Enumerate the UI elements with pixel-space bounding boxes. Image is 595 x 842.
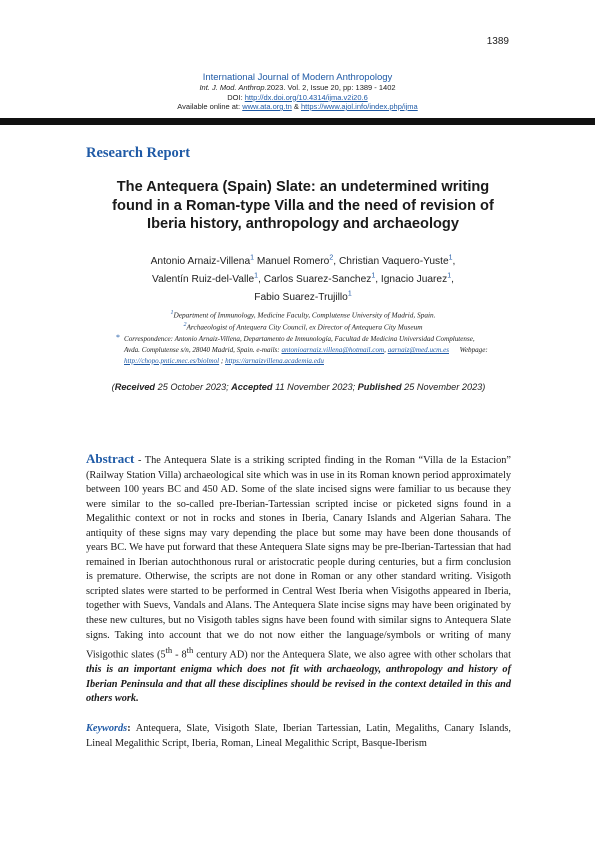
doi-link[interactable]: http://dx.doi.org/10.4314/ijma.v2i20.6 (244, 92, 368, 102)
affiliation-sup: 2 (183, 322, 187, 329)
author (264, 274, 381, 285)
author (257, 256, 339, 267)
abstract-mid: - 8 (172, 649, 187, 661)
affiliation (96, 308, 510, 320)
affiliation (96, 320, 510, 332)
web-sep: ; (219, 357, 226, 365)
received-label: Received (114, 382, 156, 392)
author (152, 274, 264, 285)
journal-citation (0, 83, 595, 93)
received-date: 25 October 2023 (157, 382, 227, 392)
web-link-2[interactable]: https://arnaizvillena.academia.edu (225, 357, 324, 365)
author-sup: 1 (371, 272, 376, 280)
online-link-ata[interactable]: www.ata.org.tn (242, 102, 292, 111)
web-link-1[interactable]: http://chopo.pntic.mec.es/biolmol (124, 357, 220, 365)
abstract-text: The Antequera Slate is a striking scripted finding in the Roman “Villa de la Estacion” (Railway Station Villa) archaeological site which was in use in its Roman known period approximately between 100 years BC and 450 AD. Some of the slate incised signs were familiar to us because they were similar to the so-called pre-Iberian-Tartessian scripted incise or picketed signs found in a Megalithic context or not in rocks and stones in Iberia, Canary Islands and Algerian Sahara. The antiquity of these signs may vary depending the place but some may have been done thousands of years BC. We have put forward that these Antequera Slate signs may be pre-Iberian-Tartessian that had remained in Iberian autochthonous rural or aristocratic people during centuries, but a firm conclusion is premature. Otherwise, the scripts are not done in Roman or any other standard writing. Visigoth scripted slates were started to be performed in Central West Iberia when Visigoths appeared in Iberia, together with Suevs, Vandals and Alans. The Antequera Slate incise signs may have been originated by these new cultures, but no Visigoth tables signs have been found with similar signs to Antequera Slate signs. Taking into account that we do not now either the language/symbols or writing of many Visigothic slates (5 (86, 455, 511, 661)
page-number: 1389 (486, 36, 509, 47)
keywords-text: Antequera, Slate, Visigoth Slate, Iberian Tartessian, Latin, Megaliths, Canary Islands, Lineal Megalithic Script, Iberia, Roman, Lineal Megalithic Script, Basque-Iberism (86, 723, 511, 749)
accepted-date: 11 November 2023 (275, 382, 353, 392)
email-link-2[interactable]: aarnaiz@med.ucm.es (387, 346, 449, 354)
author (381, 274, 454, 285)
published-label: Published (357, 382, 402, 392)
author-name: Fabio Suarez-Trujillo (254, 292, 348, 304)
accepted-label: Accepted (231, 382, 273, 392)
author-name: Manuel Romero (256, 256, 330, 268)
author-name: Carlos Suarez-Sanchez (263, 274, 372, 286)
abstract-emphasis: this is an important enigma which does not fit with archaeology, anthropology and history of Iberian Peninsula and that all these disciplines should be revised in the context detailed in this and others work. (86, 664, 511, 705)
citation-abbrev: Int. J. Mod. Anthrop. (199, 83, 267, 92)
online-sep: & (291, 102, 301, 111)
keywords (86, 721, 511, 751)
author (254, 292, 352, 303)
paper-title: The Antequera (Spain) Slate: an undetermined writing found in a Roman-type Villa and the need of revision of Iberia history, anthropology and archaeology (112, 179, 494, 232)
citation-rest: 2023. Vol. 2, Issue 20, pp: 1389 - 1402 (266, 83, 396, 92)
email-sep: , (384, 346, 386, 354)
author-sep: , (452, 256, 456, 268)
author-sep: , (258, 274, 264, 286)
author-sup: 1 (347, 290, 352, 298)
abstract-text-2: century AD) nor the Antequera Slate, we also agree with other scholars that (193, 649, 511, 661)
author-sep: , (375, 274, 381, 286)
author-sup: 1 (448, 255, 453, 262)
abstract-sup: th (165, 645, 173, 656)
abstract-sup: th (186, 645, 194, 656)
affiliation-sup: 1 (170, 310, 174, 316)
online-prefix: Available online at: (177, 102, 243, 111)
journal-header (0, 72, 595, 112)
online-link-ajol[interactable]: https://www.ajol.info/index.php/ijma (300, 102, 418, 111)
keywords-colon: : (127, 723, 136, 734)
author-sup: 1 (250, 255, 255, 262)
abstract (86, 452, 511, 707)
author (151, 256, 257, 267)
keywords-label: Keywords (86, 723, 128, 734)
author-sup: 1 (254, 272, 259, 280)
affiliations (96, 308, 510, 333)
journal-name: International Journal of Modern Anthropology (202, 72, 393, 83)
affiliation-text: Department of Immunology, Medicine Faculty, Complutense University of Madrid, Spain. (173, 310, 436, 320)
web-prefix: Webpage: (459, 346, 488, 354)
doi-prefix: DOI: (227, 92, 245, 102)
affiliation-text: Archaeologist of Antequera City Council, ex Director of Antequera City Museum (186, 322, 423, 332)
correspondence (116, 333, 492, 367)
section-label: Research Report (86, 145, 191, 161)
correspondence-star: * (116, 333, 120, 342)
journal-online (0, 102, 595, 112)
email-link-1[interactable]: antonioarnaiz.villena@hotmail.com (281, 346, 385, 354)
author (339, 256, 455, 267)
author-name: Antonio Arnaiz-Villena (150, 256, 251, 268)
author-sup: 2 (329, 255, 334, 262)
journal-doi (0, 93, 595, 103)
author-name: Ignacio Juarez (380, 274, 448, 286)
author-sep: , (333, 256, 339, 268)
publication-dates: (Received 25 October 2023; Accepted 11 November 2023; Published 25 November 2023) (111, 382, 486, 392)
published-date: 25 November 2023 (404, 382, 483, 392)
author-sup: 1 (447, 272, 452, 280)
author-name: Christian Vaquero-Yuste (338, 256, 449, 268)
abstract-dash: - (134, 455, 145, 466)
author-name: Valentín Ruiz-del-Valle (152, 274, 255, 286)
author-list (96, 252, 510, 306)
abstract-label: Abstract (86, 451, 135, 466)
correspondence-text: Correspondence: Antonio Arnaiz-Villena, Departamento de Inmunología, Facultad de Medicina Universidad Complutense, Avda. Complutense s/n, 28040 Madrid, Spain. e-mails: (124, 335, 475, 354)
author-sep: , (451, 274, 454, 286)
header-rule (0, 118, 595, 125)
